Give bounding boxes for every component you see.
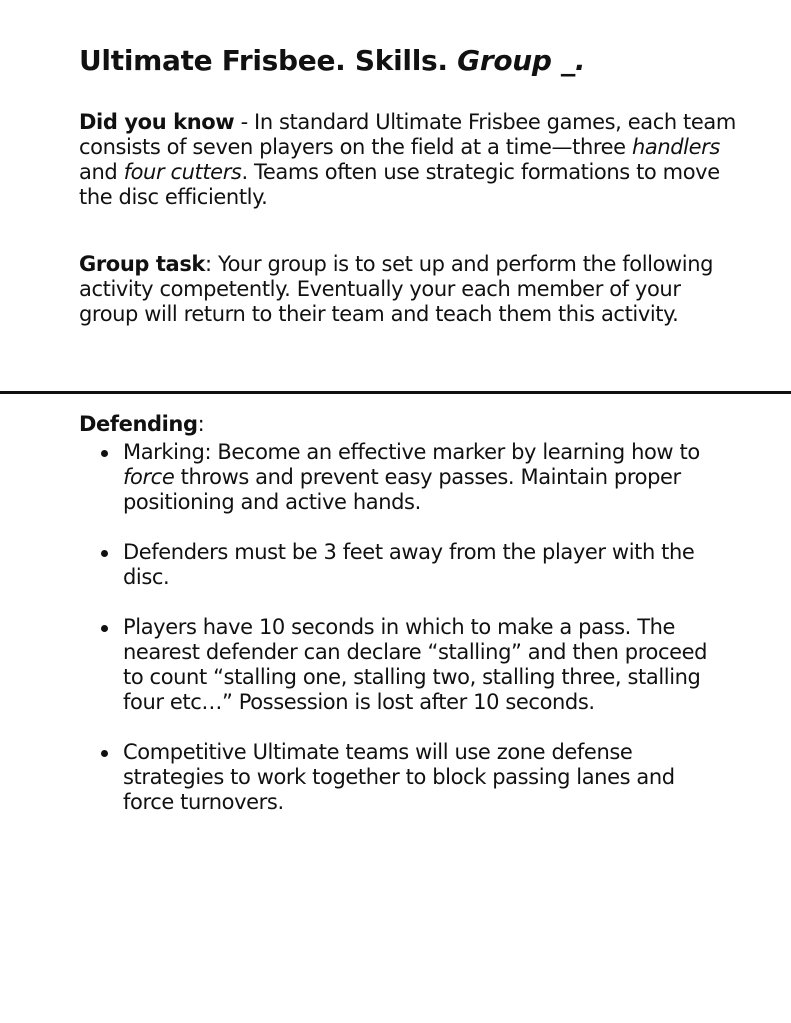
list-item-zone-defense <box>79 740 719 815</box>
group-task-label: Group task <box>79 252 205 276</box>
bullet-dot-icon <box>101 450 108 457</box>
defending-colon: : <box>197 412 205 436</box>
force-emphasis: force <box>123 465 175 489</box>
handlers-emphasis: handlers <box>631 135 720 159</box>
stalling-text: Players have 10 seconds in which to make a pass. The nearest defender can declare “stalling” and then proceed to count “stalling one, stalling two, stalling three, stalling four etc…” Possession is lost after 10 seconds. <box>123 615 708 714</box>
list-item-marking <box>79 440 719 515</box>
group-task-paragraph <box>79 252 739 327</box>
marking-text-2: throws and prevent easy passes. Maintain proper positioning and active hands. <box>123 465 681 514</box>
list-item-stalling <box>79 615 719 715</box>
bullet-dot-icon <box>101 750 108 757</box>
page-title <box>79 44 585 77</box>
group-task-text: : Your group is to set up and perform the following activity competently. Eventually your each member of your group will return to their team and teach them this activity. <box>79 252 714 326</box>
did-you-know-label: Did you know <box>79 110 235 134</box>
bullet-dot-icon <box>101 625 108 632</box>
did-you-know-separator: - <box>234 110 255 134</box>
did-you-know-text-1: In standard Ultimate Frisbee games, each team consists of seven players on the field at a time—three <box>79 110 736 159</box>
zone-defense-text: Competitive Ultimate teams will use zone defense strategies to work together to block passing lanes and force turnovers. <box>123 740 675 814</box>
did-you-know-text-2: and <box>79 160 124 184</box>
did-you-know-paragraph <box>79 110 739 210</box>
marking-text-1: Marking: Become an effective marker by learning how to <box>123 440 700 464</box>
distance-text: Defenders must be 3 feet away from the player with the disc. <box>123 540 695 589</box>
bullet-dot-icon <box>101 550 108 557</box>
section-divider <box>0 391 791 394</box>
title-group: Group _. <box>457 44 586 77</box>
did-you-know-text-3: . Teams often use strategic formations to move the disc efficiently. <box>79 160 720 209</box>
cutters-emphasis: four cutters <box>123 160 242 184</box>
defending-list <box>79 440 719 840</box>
title-main: Ultimate Frisbee. Skills. <box>79 44 458 77</box>
defending-heading <box>79 412 204 437</box>
list-item-distance <box>79 540 719 590</box>
defending-label: Defending <box>79 412 198 436</box>
